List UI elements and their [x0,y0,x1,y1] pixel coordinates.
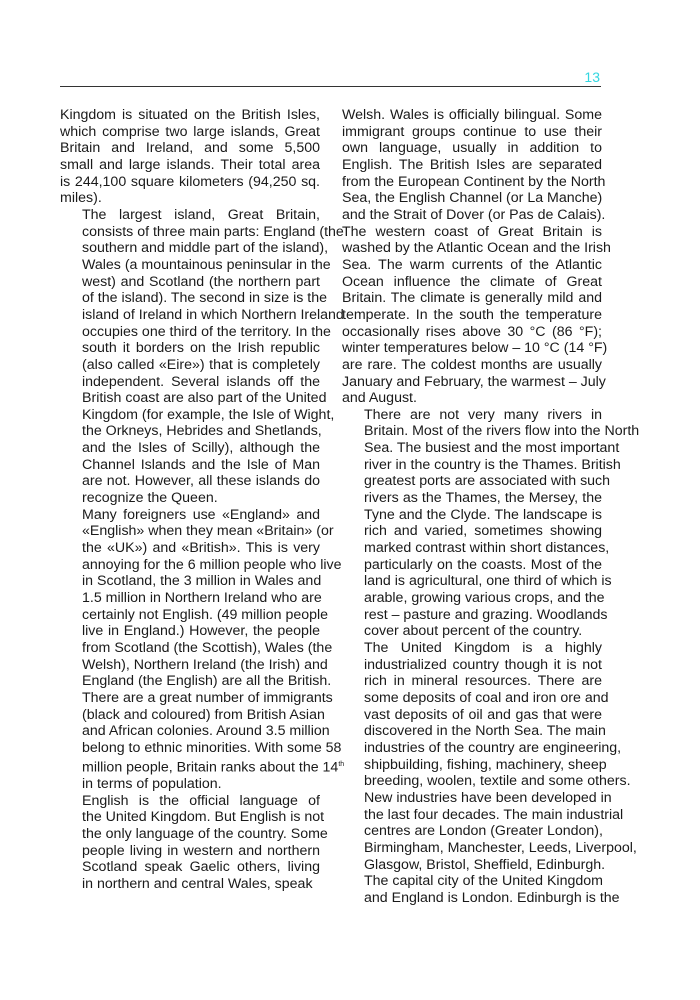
text-line: in Scotland, the 3 million in Wales and [82,573,322,590]
text-line: Wales (a mountainous peninsular in the [82,256,331,273]
text-line: certainly not English. (49 million people [82,606,329,623]
text-line: rich in mineral resources. There are [364,673,602,690]
text-line: small and large islands. Their total area [60,156,320,173]
text-line: particularly on the coasts. Most of the [364,556,602,573]
text-line: The western coast of Great Britain is [342,223,602,240]
paragraph [60,506,345,793]
text-line: is 244,100 square kilometers (94,250 sq. [60,173,320,190]
text-line: belong to ethnic minorities. With some 58 [82,739,342,756]
text-line: land is agricultural, one third of which is [364,573,612,590]
text-line: west) and Scotland (the northern part [82,273,320,290]
text-line: island of Ireland in which Northern Ireland [82,306,344,323]
text-line: Glasgow, Bristol, Sheffield, Edinburgh. [364,856,606,873]
text-line: «English» when they mean «Britain» (or [82,523,334,540]
text-line: occasionally rises above 30 °C (86 °F); [342,323,602,340]
text-line: the last four decades. The main industrial [364,806,624,823]
text-line: occupies one third of the territory. In the [82,323,331,340]
text-line: There are not very many rivers in [364,406,602,423]
text-line: English is the official language of [82,792,320,809]
text-line: washed by the Atlantic Ocean and the Irish [342,240,611,257]
text-line: rest – pasture and grazing. Woodlands [364,606,608,623]
text-line: Welsh), Northern Ireland (the Irish) and [82,656,328,673]
text-line: English. The British Isles are separated [342,156,602,173]
text-line: Sea. The busiest and the most important [364,440,620,457]
paragraph [60,792,328,893]
text-line: industries of the country are engineering, [364,739,622,756]
text-line: Britain. Most of the rivers flow into the North [364,423,640,440]
text-line: greatest ports are associated with such [364,473,611,490]
text-line: consists of three main parts: England (the [82,223,344,240]
text-line: New industries have been developed in [364,789,612,806]
text-line: discovered in the North Sea. The main [364,723,606,740]
text-line: are not. However, all these islands do [82,473,320,490]
text-line: south it borders on the Irish republic [82,340,320,357]
text-line: and the Isles of Scilly), although the [82,440,320,457]
text-line: The largest island, Great Britain, [82,206,320,223]
text-line: and England is London. Edinburgh is the [364,889,620,906]
text-line: Kingdom (for example, the Isle of Wight, [82,406,335,423]
text-line: own language, usually in addition to [342,140,602,157]
text-line: immigrant groups continue to use their [342,123,602,140]
text-line: recognize the Queen. [82,490,218,507]
text-line: live in England.) However, the people [82,623,320,640]
text-line: rich and varied, sometimes showing [364,523,602,540]
text-line: and August. [342,390,417,407]
text-line: the United Kingdom. But English is not [82,809,325,826]
text-line: annoying for the 6 million people who live [82,556,342,573]
text-line: Birmingham, Manchester, Leeds, Liverpool, [364,839,637,856]
header-rule [60,86,601,87]
text-line: centres are London (Greater London), [364,823,603,840]
text-line: from Scotland (the Scottish), Wales (the [82,640,333,656]
text-line: Welsh. Wales is officially bilingual. Some [342,107,602,123]
text-column-left [60,107,345,893]
text-line: breeding, woolen, textile and some others. [364,773,631,790]
text-line: are rare. The coldest months are usually [342,356,602,373]
text-line: from the European Continent by the North [342,173,606,190]
text-line: cover about percent of the country. [364,623,583,640]
page-number: 13 [584,69,600,85]
paragraph [60,206,344,507]
text-line: temperate. In the south the temperature [342,306,602,323]
text-line: The United Kingdom is a highly [364,640,602,656]
text-line: people living in western and northern [82,842,320,859]
text-line: (also called «Eire») that is completely [82,356,320,373]
text-line: arable, growing various crops, and the [364,590,605,607]
text-line: million people, Britain ranks about the 14th [82,759,345,776]
text-line: Many foreigners use «England» and [82,506,320,523]
text-line: shipbuilding, fishing, machinery, sheep [364,756,607,773]
text-line: of the island). The second in size is the [82,290,328,307]
text-line: British coast are also part of the United [82,390,327,407]
text-line: in northern and central Wales, speak [82,875,313,892]
text-line: Sea, the English Channel (or La Manche) [342,190,603,207]
text-line: January and February, the warmest – July [342,373,606,390]
text-line: winter temperatures below – 10 °C (14 °F) [342,340,608,357]
text-line: Kingdom is situated on the British Isles, [60,107,320,123]
paragraph [342,107,611,407]
text-line: The capital city of the United Kingdom [364,873,603,890]
text-line: (black and coloured) from British Asian [82,706,325,723]
text-line: in terms of population. [82,775,222,792]
text-line: and the Strait of Dover (or Pas de Calais). [342,206,606,223]
text-line: independent. Several islands off the [82,373,320,390]
text-line: Ocean influence the climate of Great [342,273,602,290]
text-line: Sea. The warm currents of the Atlantic [342,256,602,273]
text-line: southern and middle part of the island), [82,240,329,257]
text-line: river in the country is the Thames. British [364,456,621,473]
text-line: Channel Islands and the Isle of Man [82,456,320,473]
text-line: some deposits of coal and iron ore and [364,689,609,706]
text-line: miles). [60,190,102,207]
text-line: Tyne and the Clyde. The landscape is [364,506,602,523]
paragraph [342,406,640,640]
text-line: Britain and Ireland, and some 5,500 [60,140,320,157]
text-line: England (the English) are all the British. [82,673,332,690]
text-line: and African colonies. Around 3.5 million [82,723,330,740]
text-line: There are a great number of immigrants [82,689,333,706]
text-line: Britain. The climate is generally mild and [342,290,602,307]
text-line: rivers as the Thames, the Mersey, the [364,490,602,507]
paragraph [60,107,320,207]
text-line: vast deposits of oil and gas that were [364,706,602,723]
text-line: which comprise two large islands, Great [60,123,320,140]
text-line: Scotland speak Gaelic others, living [82,859,320,876]
text-line: the «UK») and «British». This is very [82,540,320,557]
text-line: the Orkneys, Hebrides and Shetlands, [82,423,322,440]
text-line: marked contrast within short distances, [364,540,610,557]
text-line: the only language of the country. Some [82,825,328,842]
text-line: industrialized country though it is not [364,656,602,673]
paragraph [342,640,637,907]
text-column-right [342,107,640,907]
text-line: 1.5 million in Northern Ireland who are [82,590,322,607]
